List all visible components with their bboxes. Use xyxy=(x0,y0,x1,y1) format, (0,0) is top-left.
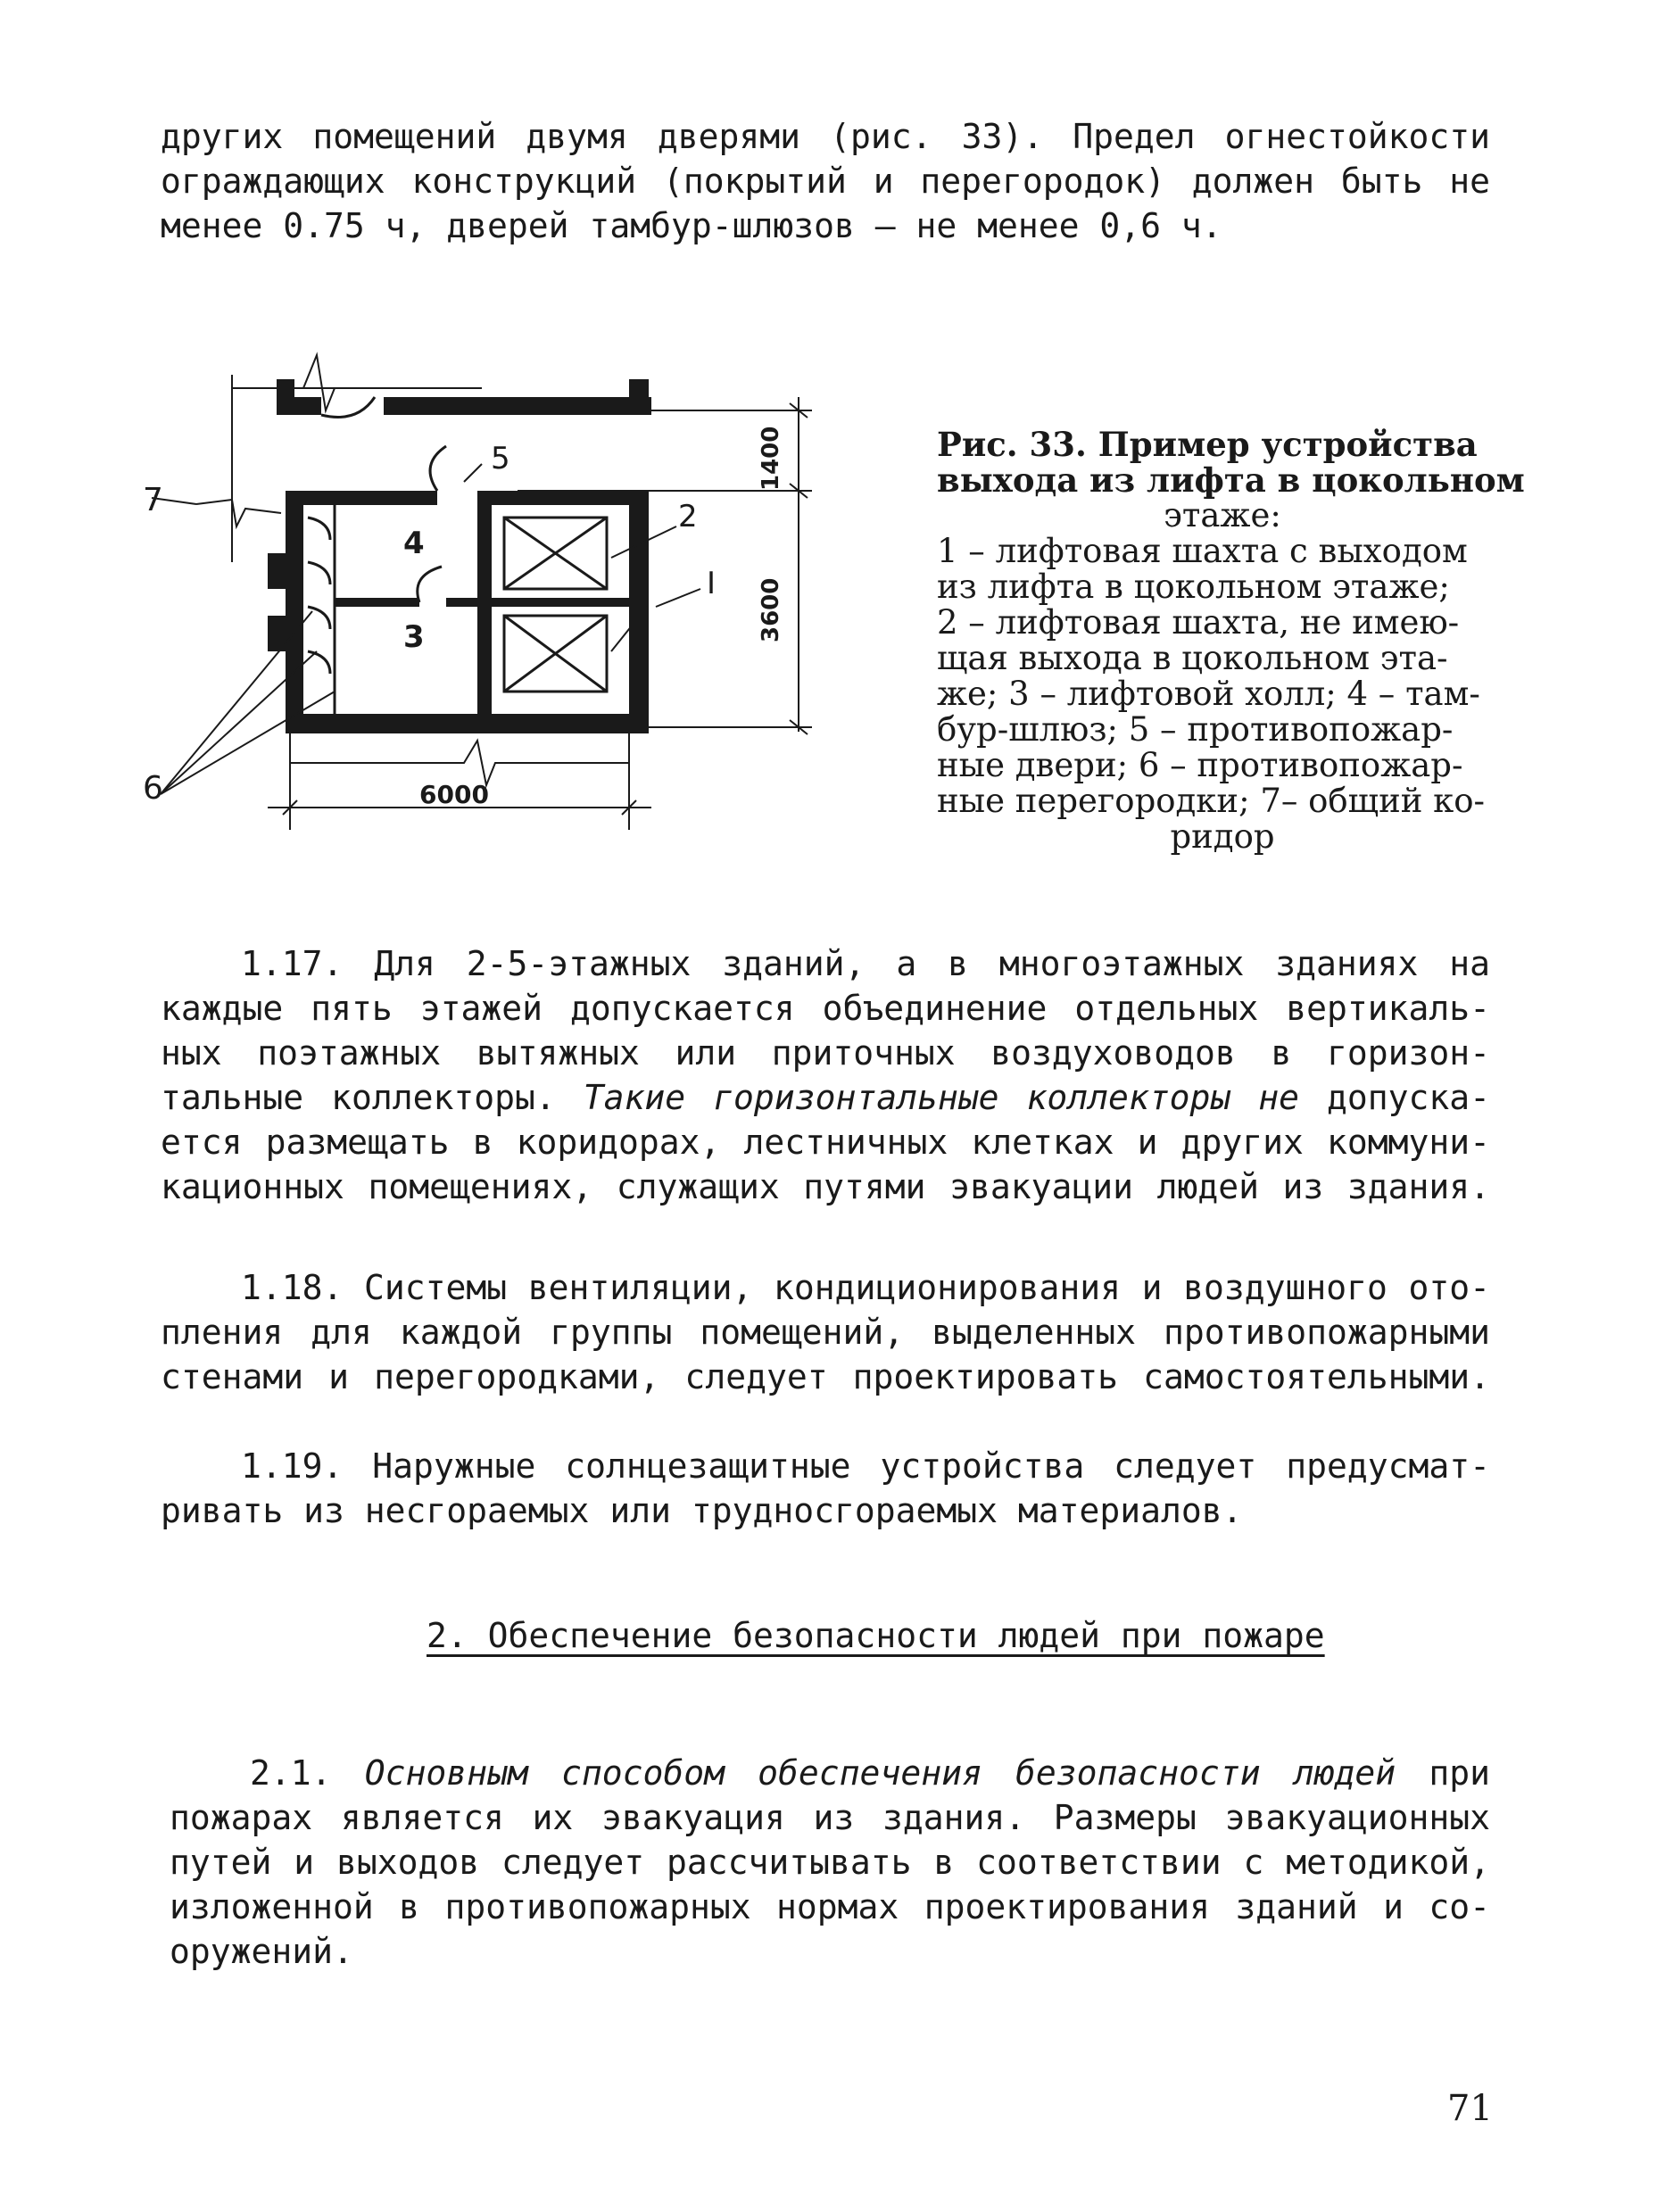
text-line: 1.19. Наружные солнцезащитные устройства следует предусмат- xyxy=(241,1446,1490,1486)
paragraph-1-17 xyxy=(161,941,1490,1209)
intro-line: менее 0.75 ч, дверей тамбур-шлюзов – не менее 0,6 ч. xyxy=(161,206,1222,245)
text-line: каждые пять этажей допускается объединение отдельных вертикаль- xyxy=(161,989,1490,1028)
paragraph-2-1 xyxy=(170,1751,1490,1974)
caption-line: 1 – лифтовая шахта с выходом xyxy=(937,532,1468,570)
text-line: пожарах является их эвакуация из здания. Размеры эвакуационных xyxy=(170,1798,1490,1837)
italic-run: Такие горизонтальные коллекторы не xyxy=(583,1078,1299,1117)
label-7: 7 xyxy=(143,482,163,518)
figure-33-plan xyxy=(143,348,839,848)
caption-line: ные перегородки; 7– общий ко- xyxy=(937,782,1486,820)
intro-line: ограждающих конструкций (покрытий и перегородок) должен быть не xyxy=(161,162,1490,201)
caption-line: 2 – лифтовая шахта, не имею- xyxy=(937,603,1460,642)
text-line: оружений. xyxy=(170,1932,353,1971)
intro-line: других помещений двумя дверями (рис. 33). Предел огнестойкости xyxy=(161,117,1490,156)
text-run: 2.1. xyxy=(250,1753,365,1793)
label-2: 2 xyxy=(678,499,698,534)
text-run: допуска- xyxy=(1298,1078,1490,1117)
paragraph-1-19 xyxy=(161,1444,1490,1533)
dimension-3600: 3600 xyxy=(758,577,784,642)
caption-line: же; 3 – лифтовой холл; 4 – там- xyxy=(937,675,1480,713)
italic-run: Основным способом обеспечения безопасности людей xyxy=(364,1753,1396,1793)
text-line: стенами и перегородками, следует проектировать самостоятельными. xyxy=(161,1357,1490,1396)
text-line: 1.17. Для 2-5-этажных зданий, а в многоэтажных зданиях на xyxy=(241,944,1490,983)
paragraph-1-18 xyxy=(161,1265,1490,1399)
intro-paragraph xyxy=(161,114,1490,248)
text-line: изложенной в противопожарных нормах проектирования зданий и со- xyxy=(170,1887,1490,1926)
label-3: 3 xyxy=(403,619,425,655)
dimension-1400: 1400 xyxy=(758,426,784,491)
text-line: ных поэтажных вытяжных или приточных воздуховодов в горизон- xyxy=(161,1033,1490,1073)
text-line: ривать из несгораемых или трудносгораемых материалов. xyxy=(161,1491,1243,1530)
caption-line: бур-шлюз; 5 – противопожар- xyxy=(937,710,1454,749)
caption-line: ные двери; 6 – противопожар- xyxy=(937,746,1463,784)
text-line xyxy=(170,1751,1490,1795)
text-line: путей и выходов следует рассчитывать в соответствии с методикой, xyxy=(170,1843,1490,1882)
label-4: 4 xyxy=(403,526,425,561)
caption-line: ридор xyxy=(1170,817,1275,856)
dimension-6000: 6000 xyxy=(419,780,489,809)
section-heading: 2. Обеспечение безопасности людей при пожаре xyxy=(427,1616,1325,1655)
caption-line: выхода из лифта в цокольном xyxy=(937,460,1525,500)
label-5: 5 xyxy=(491,441,510,476)
text-line: ется размещать в коридорах, лестничных клетках и других коммуни- xyxy=(161,1123,1490,1162)
text-run: тальные коллекторы. xyxy=(161,1078,584,1117)
caption-line: этаже: xyxy=(1164,496,1281,534)
caption-line: щая выхода в цокольном эта- xyxy=(937,639,1448,677)
figure-caption xyxy=(937,425,1525,856)
text-line xyxy=(161,1075,1490,1120)
caption-line: из лифта в цокольном этаже; xyxy=(937,567,1450,606)
text-line: пления для каждой группы помещений, выделенных противопожарными xyxy=(161,1313,1490,1352)
text-line: кационных помещениях, служащих путями эвакуации людей из здания. xyxy=(161,1167,1490,1206)
label-6: 6 xyxy=(143,770,163,807)
caption-title: Рис. 33. Пример устройства xyxy=(937,425,1478,464)
label-1: I xyxy=(707,566,717,601)
text-line: 1.18. Системы вентиляции, кондиционирования и воздушного ото- xyxy=(241,1268,1490,1307)
text-run: при xyxy=(1396,1753,1491,1793)
partitions xyxy=(308,397,446,714)
page-number: 71 xyxy=(1447,2088,1493,2129)
